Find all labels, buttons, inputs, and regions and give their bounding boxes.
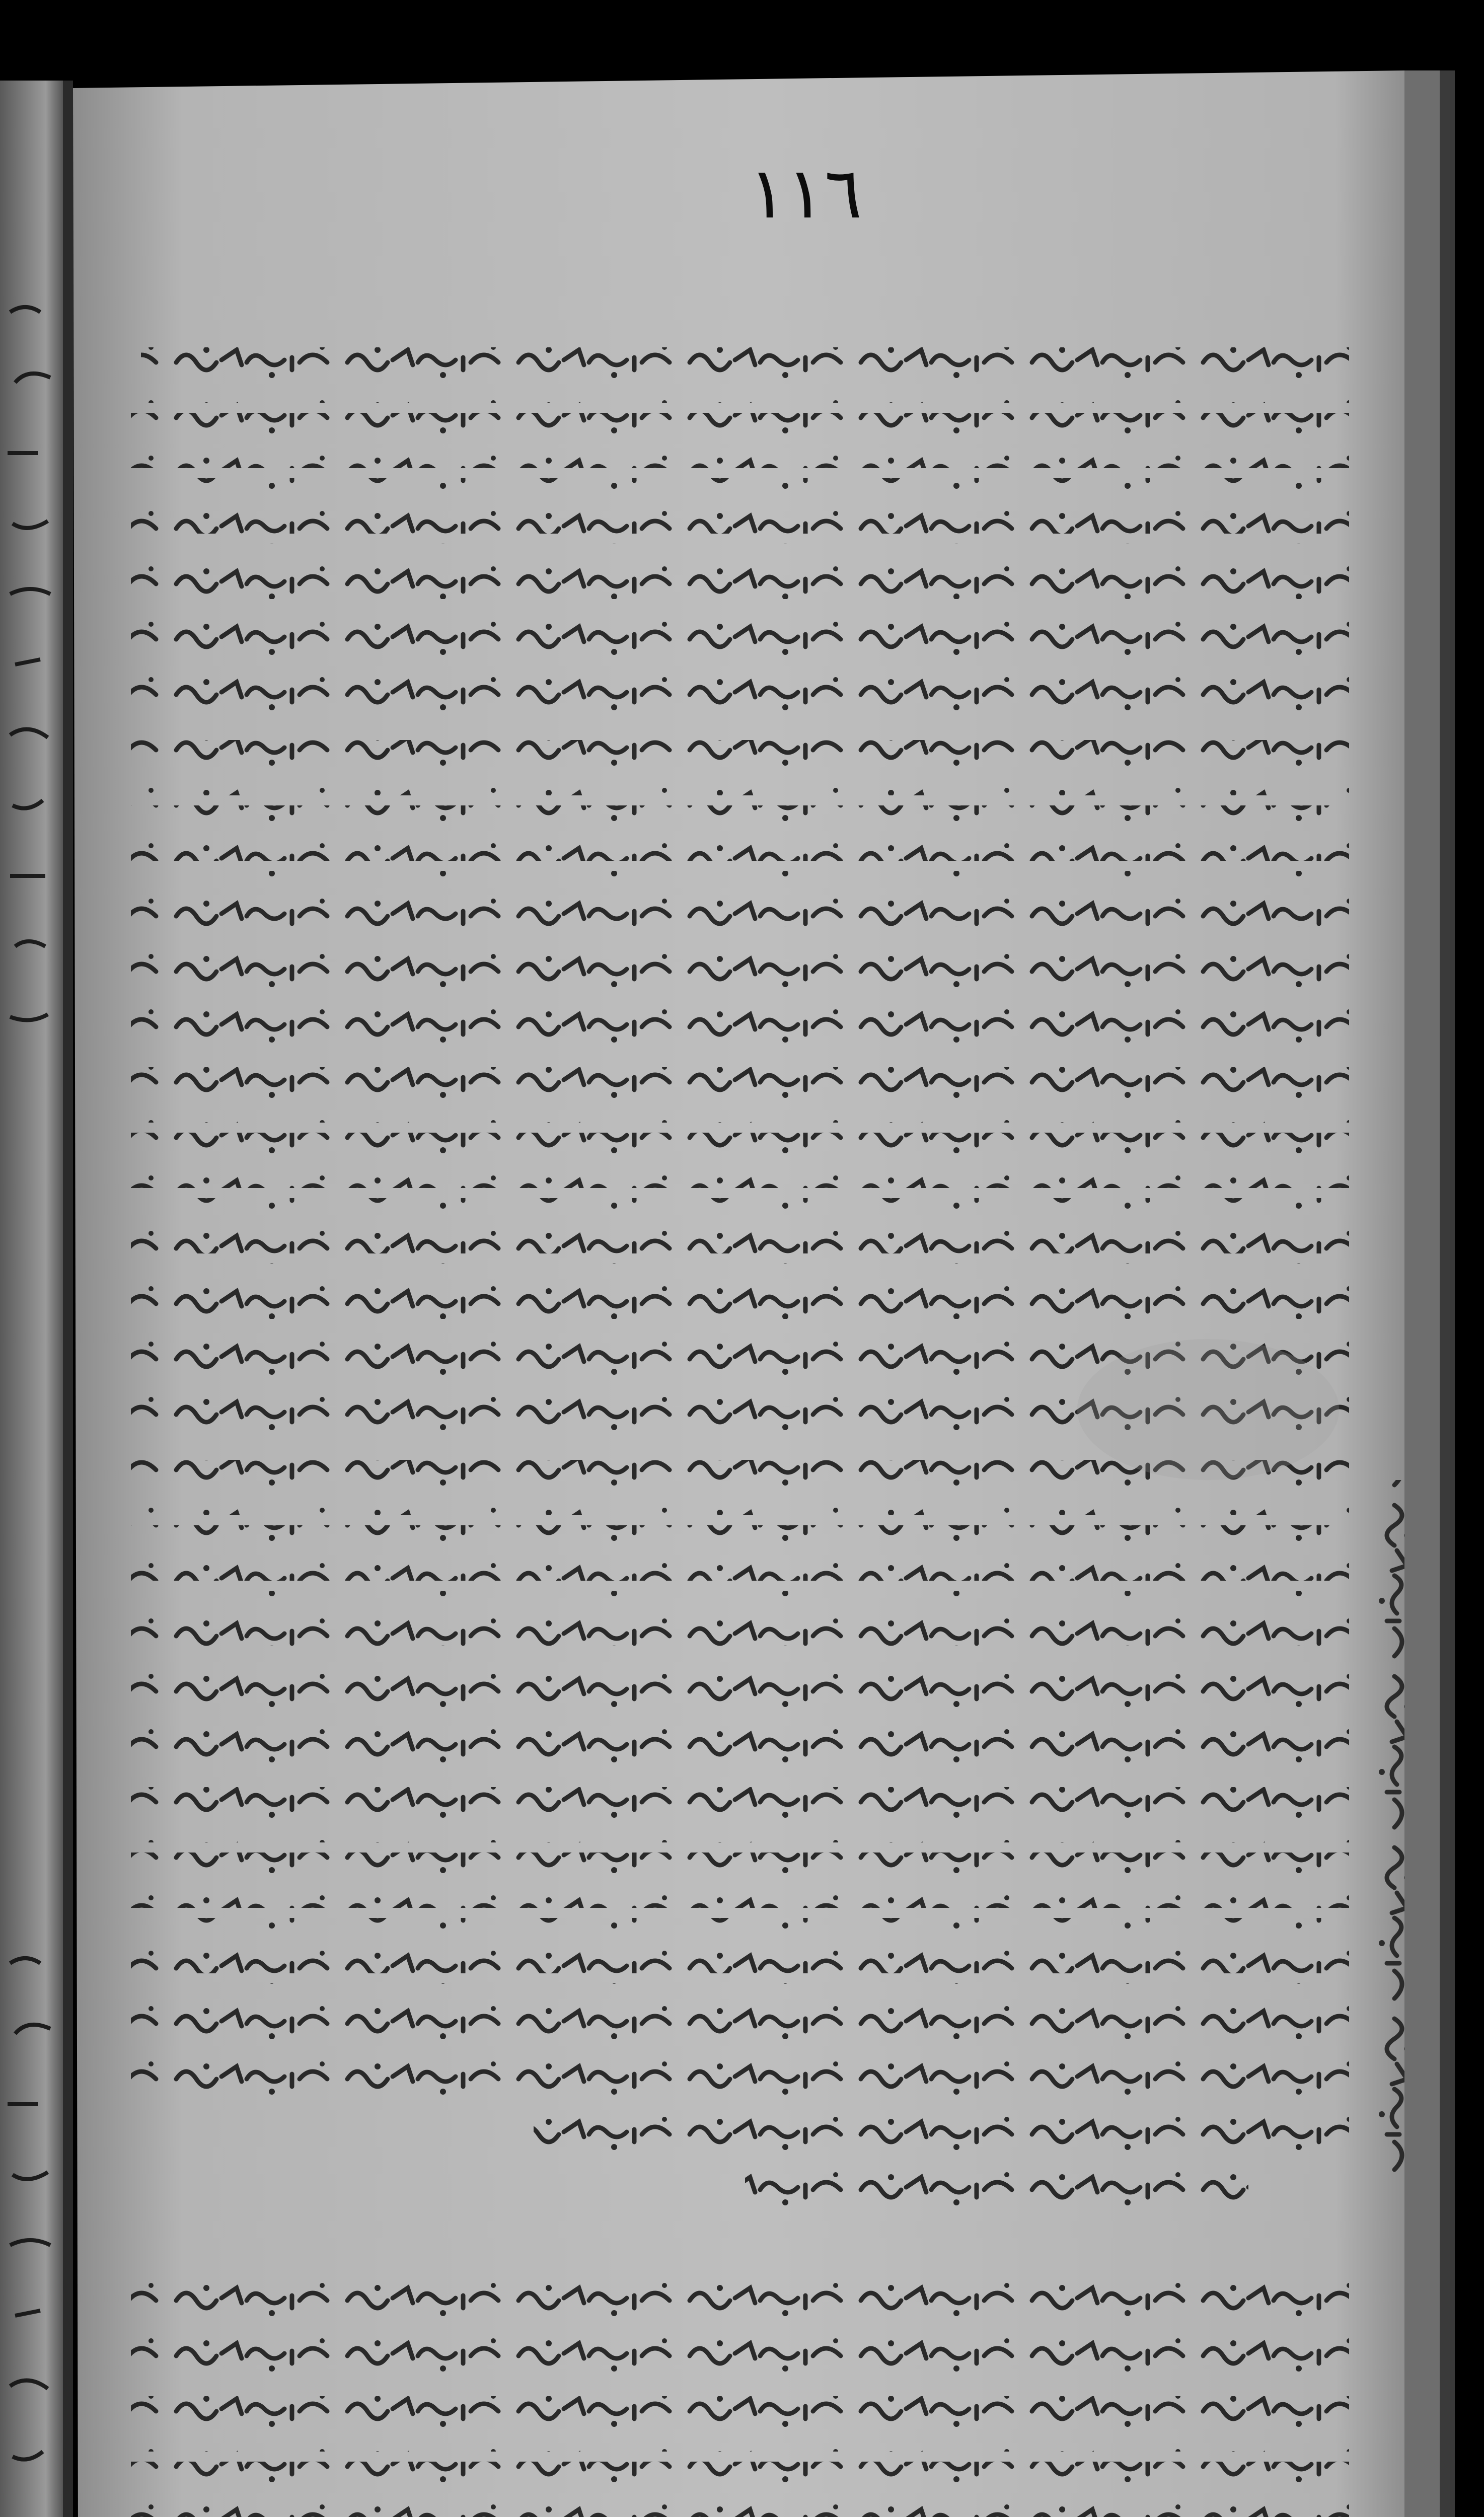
page-number: ١١٦ — [749, 153, 862, 235]
text-block-1 — [131, 347, 1349, 2225]
vertical-margin-notes — [1369, 1480, 1404, 2185]
